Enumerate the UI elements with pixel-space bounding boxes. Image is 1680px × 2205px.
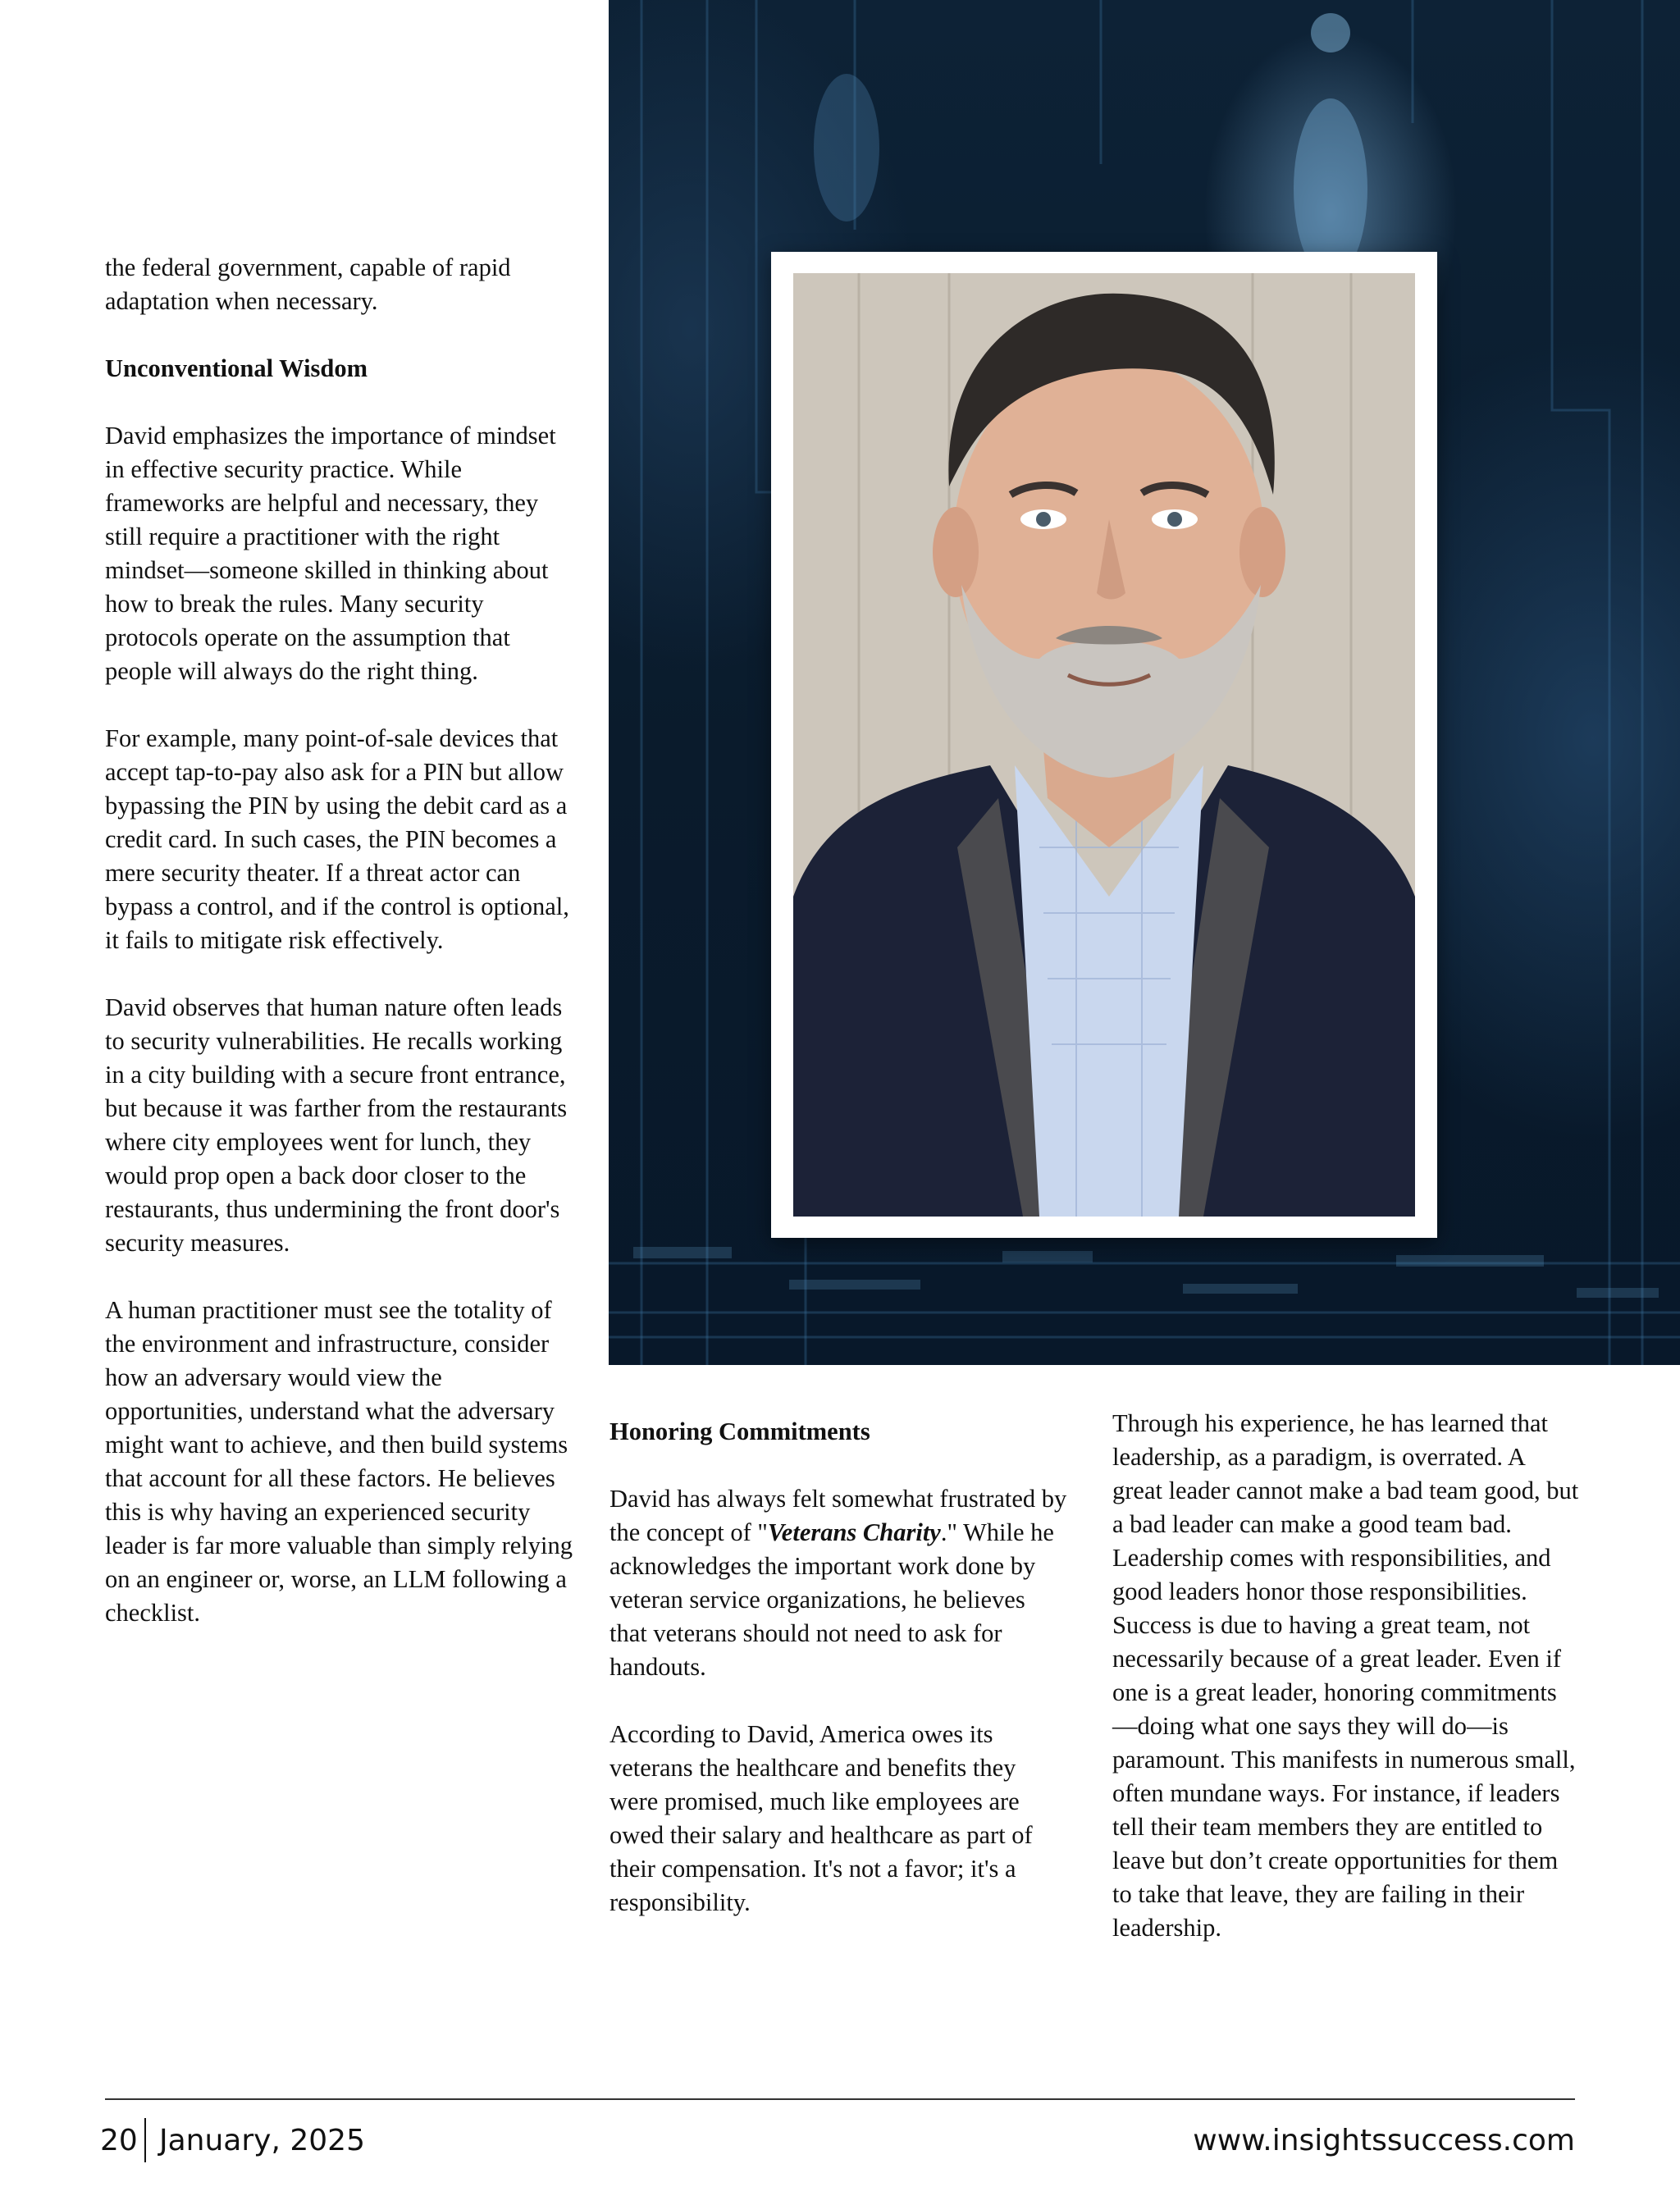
footer-divider [105,2098,1575,2100]
section-heading-unconventional-wisdom: Unconventional Wisdom [105,354,368,382]
website-url: www.insightssuccess.com [1193,2124,1575,2157]
issue-date: January, 2025 [159,2124,365,2157]
text-run: ." While he acknowledges the important work done by veteran service organizations, he believes that veterans should not need to ask for handouts. [609,1518,1054,1681]
portrait-illustration [793,273,1415,1217]
paragraph: According to David, America owes its veterans the healthcare and benefits they were promised, much like employees are owed their salary and healthcare as part of their compensation. It's not a favor; it's a responsibility. [609,1720,1033,1916]
portrait-frame [771,252,1437,1238]
left-text-column [105,251,581,1630]
paragraph: A human practitioner must see the totality of the environment and infrastructure, consider how an adversary would view the opportunities, understand what the adversary might want to achieve, and then build systems that account for all these factors. He believes this is why having an experienced security leader is far more valuable than simply relying on an engineer or, worse, an LLM following a checklist. [105,1296,573,1627]
middle-text-column [609,1415,1069,1920]
paragraph: the federal government, capable of rapid adaptation when necessary. [105,253,511,315]
paragraph: David observes that human nature often leads to security vulnerabilities. He recalls working in a city building with a secure front entrance, but because it was farther from the restaurants where city employees went for lunch, they would prop open a back door closer to the restaurants, thus undermining the front door's security measures. [105,993,568,1257]
section-heading-honoring-commitments: Honoring Commitments [609,1418,870,1445]
page-number-separator [144,2118,146,2162]
paragraph [609,1482,1069,1684]
paragraph: David emphasizes the importance of mindset in effective security practice. While frameworks are helpful and necessary, they still require a practitioner with the right mindset—someone skilled in thinking about how to break the rules. Many security protocols operate on the assumption that people will always do the right thing. [105,422,556,685]
emphasis-veterans-charity: Veterans Charity [767,1518,941,1546]
text-run: David has always felt somewhat frustrated by the concept of " [609,1485,1067,1546]
page-number: 20 [100,2124,138,2157]
paragraph: Through his experience, he has learned that leadership, as a paradigm, is overrated. A great leader cannot make a bad team good, but a bad leader can make a good team bad. Leadership comes with responsibilities, and good leaders honor those responsibilities. Success is due to having a great team, not necessarily because of a great leader. Even if one is a great leader, honoring commitments—doing what one says they will do—is paramount. This manifests in numerous small, often mundane ways. For instance, if leaders tell their team members they are entitled to leave but don’t create opportunities for them to take that leave, they are failing in their leadership. [1112,1409,1579,1942]
right-text-column [1112,1407,1580,1945]
portrait-photo [793,273,1415,1217]
paragraph: For example, many point-of-sale devices that accept tap-to-pay also ask for a PIN but allow bypassing the PIN by using the debit card as a credit card. In such cases, the PIN becomes a mere security theater. If a threat actor can bypass a control, and if the control is optional, it fails to mitigate risk effectively. [105,724,569,954]
